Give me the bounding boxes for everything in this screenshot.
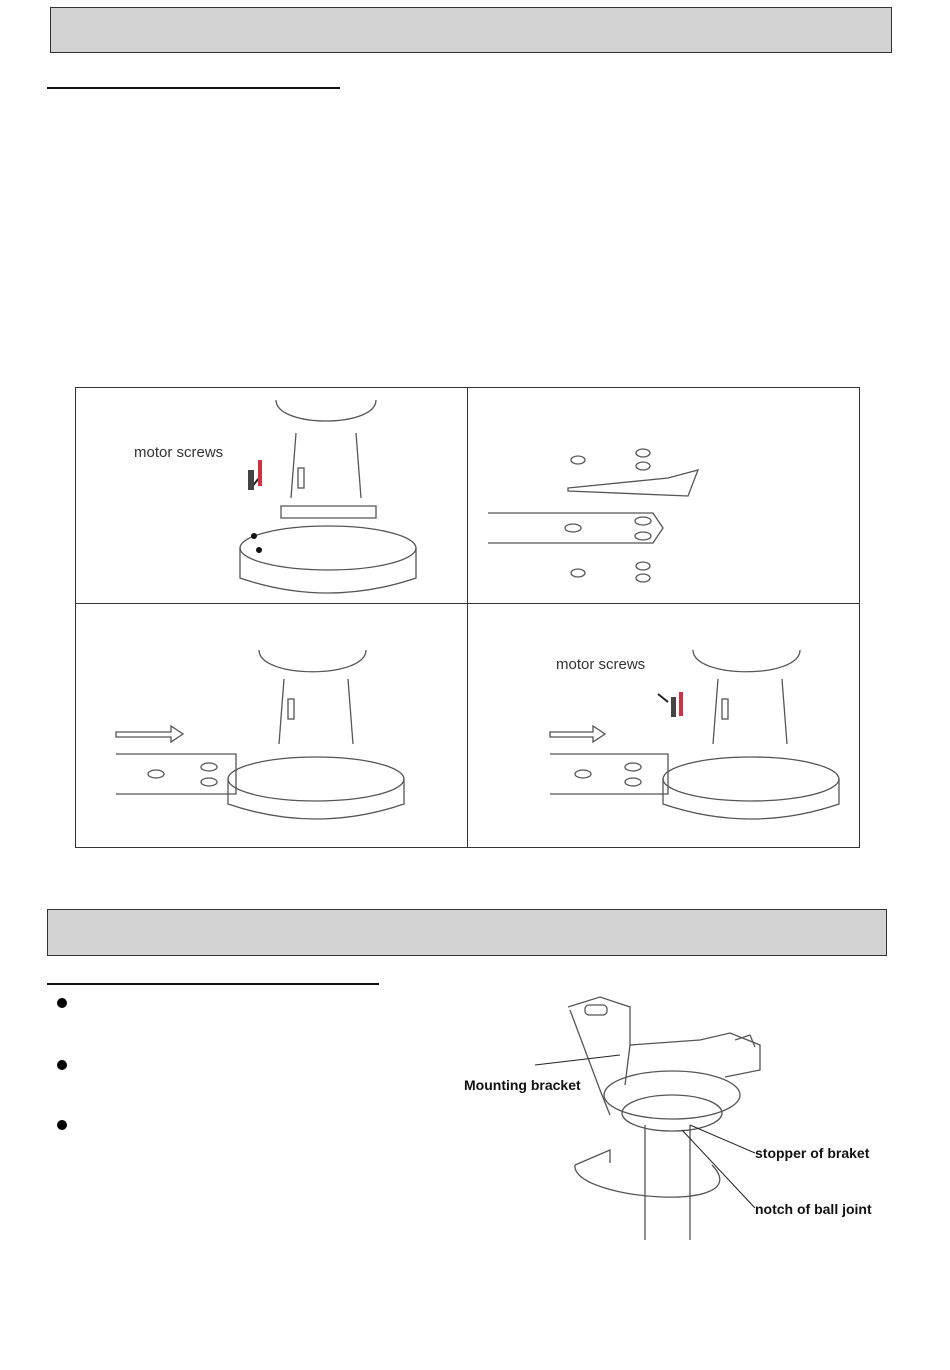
subheading-underline-1 — [47, 87, 340, 89]
motor-screws-illustration — [468, 604, 861, 849]
panel-blade-insert-bottom-left — [76, 604, 467, 849]
panel-motor-screws-bottom-right — [468, 604, 861, 849]
bullet-point — [57, 998, 67, 1008]
subheading-underline-2 — [47, 983, 379, 985]
blade-insert-illustration — [76, 604, 467, 849]
bullet-point — [57, 1120, 67, 1130]
blade-bracket-illustration — [468, 388, 861, 603]
section-header-1 — [50, 7, 892, 53]
mounting-bracket-label: Mounting bracket — [464, 1077, 581, 1093]
stopper-label: stopper of braket — [755, 1145, 870, 1161]
panel-motor-screws-top-left — [76, 388, 467, 603]
motor-screws-label-2: motor screws — [556, 656, 646, 673]
motor-illustration — [76, 388, 467, 603]
panel-blade-bracket-top-right — [468, 388, 861, 603]
blade-attach-figure — [75, 387, 860, 848]
notch-label: notch of ball joint — [755, 1201, 872, 1217]
section-header-2 — [47, 909, 887, 956]
mounting-bracket-figure — [450, 985, 900, 1250]
bullet-point — [57, 1060, 67, 1070]
motor-screws-label: motor screws — [134, 444, 224, 461]
